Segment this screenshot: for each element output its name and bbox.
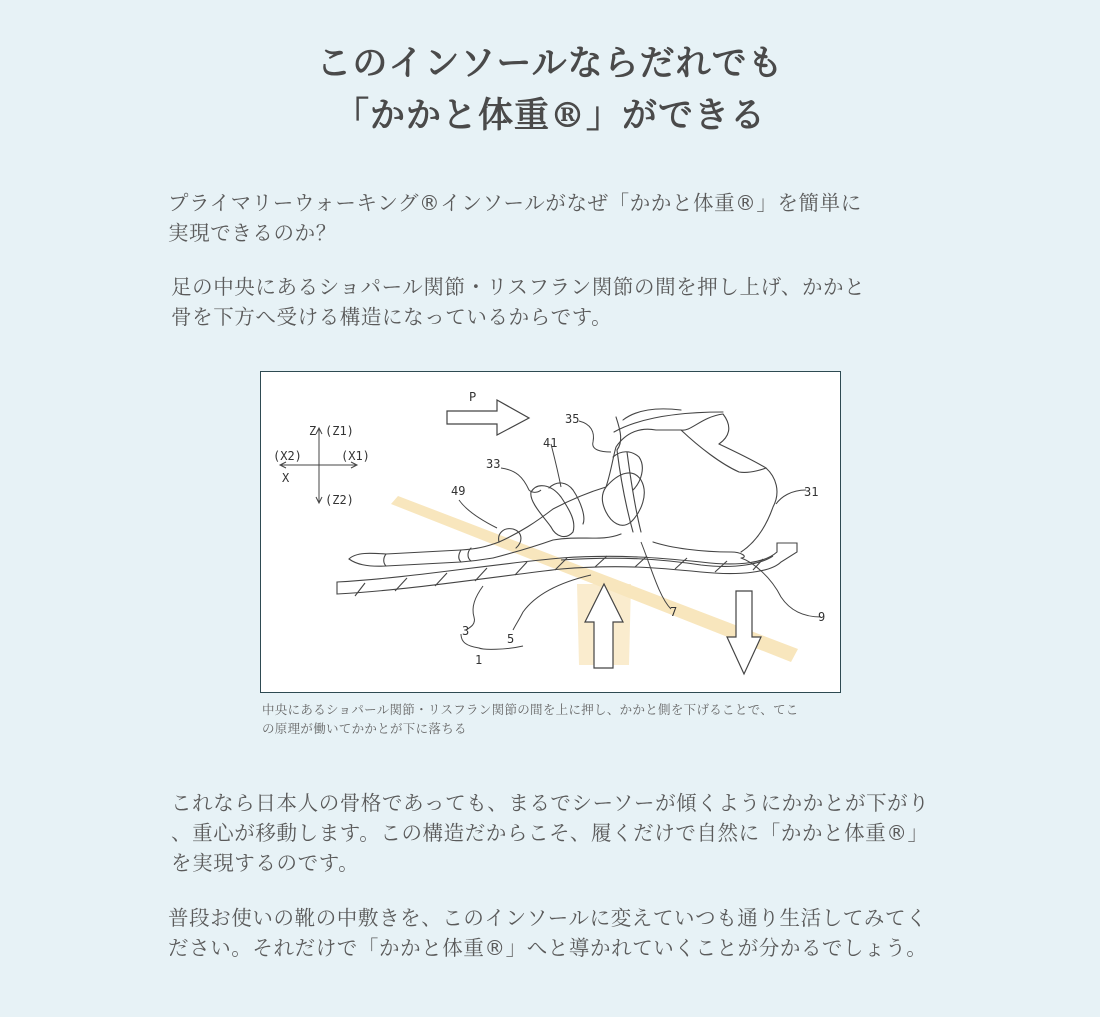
label-1: 1	[475, 653, 483, 667]
label-35: 35	[565, 412, 580, 426]
question-line-1: プライマリーウォーキング®インソールがなぜ「かかと体重®」を簡単に	[168, 191, 862, 215]
label-5: 5	[507, 632, 515, 646]
figure-caption-line-1: 中央にあるショパール関節・リスフラン関節の間を上に押し、かかと側を下げることで、てこ	[262, 702, 799, 717]
label-x1: (X1)	[341, 449, 370, 463]
body-paragraph-2	[168, 903, 927, 963]
body-paragraph-1-line-1: これなら日本人の骨格であっても、まるでシーソーが傾くようにかかとが下がり	[171, 791, 930, 815]
body-paragraph-2-line-2: ださい。それだけで「かかと体重®」へと導かれていくことが分かるでしょう。	[168, 936, 928, 960]
label-z2: (Z2)	[325, 493, 354, 507]
label-z1: (Z1)	[325, 424, 354, 438]
body-paragraph-1-line-3: を実現するのです。	[171, 851, 360, 875]
body-paragraph-2-line-1: 普段お使いの靴の中敷きを、このインソールに変えていつも通り生活してみてく	[168, 906, 928, 930]
body-paragraph-1-line-2: 、重心が移動します。この構造だからこそ、履くだけで自然に「かかと体重®」	[171, 821, 929, 845]
page-title	[0, 38, 1100, 142]
question-line-2: 実現できるのか？	[168, 221, 337, 245]
page-title-line-1: このインソールならだれでも	[316, 43, 784, 84]
label-33: 33	[486, 457, 501, 471]
label-31: 31	[804, 485, 819, 499]
label-p: P	[469, 390, 477, 404]
foot-bones-outline	[349, 409, 777, 566]
figure-caption	[262, 700, 852, 738]
label-9: 9	[818, 610, 826, 624]
direction-p-arrow-icon	[447, 400, 529, 435]
answer-line-2: 骨を下方へ受ける構造になっているからです。	[171, 305, 613, 329]
foot-insole-diagram-svg	[261, 372, 840, 692]
label-49: 49	[451, 484, 466, 498]
label-x: X	[282, 471, 290, 485]
label-7: 7	[670, 605, 678, 619]
figure-caption-line-2: の原理が働いてかかとが下に落ちる	[262, 721, 467, 736]
foot-insole-diagram	[260, 371, 841, 693]
page-title-line-2: 「かかと体重®」ができる	[333, 95, 766, 136]
answer-paragraph	[171, 272, 865, 332]
label-41: 41	[543, 436, 558, 450]
label-z: Z	[309, 424, 317, 438]
body-paragraph-1	[171, 788, 929, 878]
label-3: 3	[462, 624, 470, 638]
axis-cross-icon	[280, 428, 357, 503]
label-x2: (X2)	[273, 449, 302, 463]
question-paragraph	[168, 188, 862, 248]
answer-line-1: 足の中央にあるショパール関節・リスフラン関節の間を押し上げ、かかと	[171, 275, 866, 299]
